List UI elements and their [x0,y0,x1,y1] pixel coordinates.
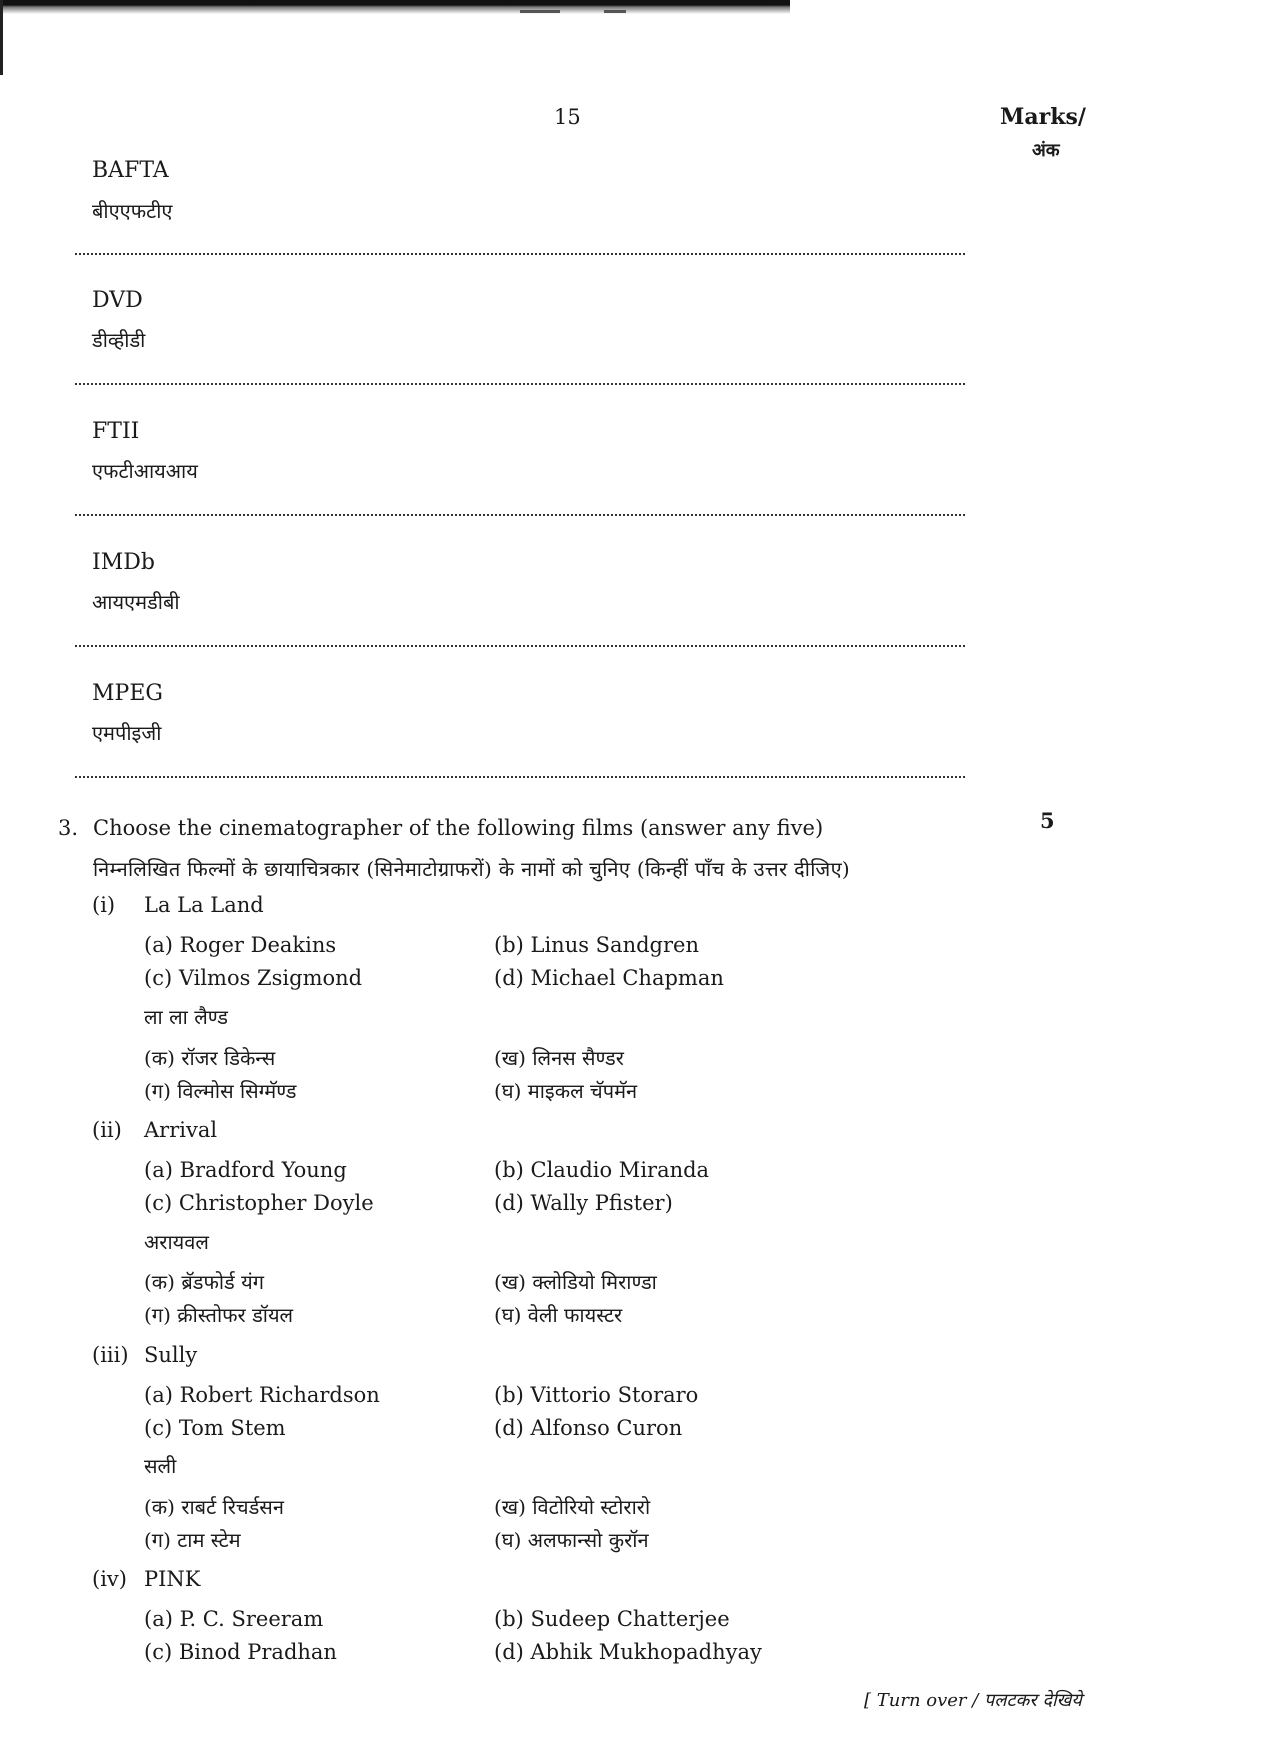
abbreviation-term-hindi: एफटीआयआय [92,459,198,483]
option-gha[interactable]: (घ) अलफान्सो कुरॉन [494,1528,649,1552]
abbreviation-term: IMDb [92,550,155,575]
abbreviation-term: MPEG [92,681,163,706]
scan-artifact-left [0,0,3,75]
option-b[interactable]: (b) Sudeep Chatterjee [494,1607,730,1631]
question-text: Choose the cinematographer of the following films (answer any five) [93,816,824,840]
option-ka[interactable]: (क) ब्रॅडफोर्ड यंग [144,1270,264,1294]
option-d[interactable]: (d) Alfonso Curon [494,1416,683,1440]
film-title-hindi: सली [144,1454,177,1478]
option-ka[interactable]: (क) रॉजर डिकेन्स [144,1046,276,1070]
marks-label: Marks/ [1000,104,1086,130]
marks-label-hindi: अंक [1032,140,1060,161]
answer-line[interactable] [75,776,965,778]
answer-line[interactable] [75,253,965,255]
option-ka[interactable]: (क) राबर्ट रिचर्डसन [144,1495,284,1519]
answer-line[interactable] [75,645,965,647]
option-d[interactable]: (d) Abhik Mukhopadhyay [494,1640,762,1664]
scan-artifact-mark [520,10,560,13]
question-text-hindi: निम्नलिखित फिल्मों के छायाचित्रकार (सिनेमाटोग्राफरों) के नामों को चुनिए (किन्हीं पाँच के उत्तर दीजिए) [93,857,851,881]
question-number: 3. [58,816,79,840]
option-ga[interactable]: (ग) विल्मोस सिग्मॅण्ड [144,1079,297,1103]
part-numeral: (ii) [92,1118,122,1142]
option-a[interactable]: (a) Robert Richardson [144,1383,380,1407]
option-gha[interactable]: (घ) माइकल चॅपमॅन [494,1079,638,1103]
film-title: PINK [144,1567,201,1591]
abbreviation-term: BAFTA [92,158,169,183]
option-b[interactable]: (b) Vittorio Storaro [494,1383,699,1407]
option-a[interactable]: (a) Roger Deakins [144,933,337,957]
abbreviation-term-hindi: एमपीइजी [92,721,162,745]
option-a[interactable]: (a) P. C. Sreeram [144,1607,324,1631]
option-c[interactable]: (c) Christopher Doyle [144,1191,374,1215]
part-numeral: (iv) [92,1567,127,1591]
option-d[interactable]: (d) Wally Pfister) [494,1191,673,1215]
option-a[interactable]: (a) Bradford Young [144,1158,347,1182]
question-marks: 5 [1040,808,1055,833]
part-numeral: (iii) [92,1343,129,1367]
scan-artifact-top [0,0,790,14]
film-title: La La Land [144,893,264,917]
abbreviation-term-hindi: आयएमडीबी [92,590,180,614]
answer-line[interactable] [75,383,965,385]
scan-artifact-mark [604,10,626,13]
option-c[interactable]: (c) Tom Stem [144,1416,286,1440]
page-number: 15 [554,105,581,129]
option-kha[interactable]: (ख) विटोरियो स्टोरारो [494,1495,651,1519]
turn-over-note: [ Turn over / पलटकर देखिये [864,1690,1082,1711]
option-b[interactable]: (b) Claudio Miranda [494,1158,710,1182]
film-title: Sully [144,1343,198,1367]
option-ga[interactable]: (ग) टाम स्टेम [144,1528,241,1552]
option-kha[interactable]: (ख) क्लोडियो मिराण्डा [494,1270,657,1294]
option-b[interactable]: (b) Linus Sandgren [494,933,699,957]
option-kha[interactable]: (ख) लिनस सैण्डर [494,1046,624,1070]
film-title-hindi: अरायवल [144,1230,209,1254]
option-gha[interactable]: (घ) वेली फायस्टर [494,1303,623,1327]
option-ga[interactable]: (ग) क्रीस्तोफर डॉयल [144,1303,294,1327]
abbreviation-term-hindi: बीएएफटीए [92,199,173,223]
abbreviation-term-hindi: डीव्हीडी [92,328,146,352]
option-c[interactable]: (c) Binod Pradhan [144,1640,337,1664]
film-title: Arrival [144,1118,218,1142]
part-numeral: (i) [92,893,116,917]
film-title-hindi: ला ला लैण्ड [144,1005,228,1029]
option-c[interactable]: (c) Vilmos Zsigmond [144,966,363,990]
abbreviation-term: DVD [92,288,143,313]
option-d[interactable]: (d) Michael Chapman [494,966,724,990]
answer-line[interactable] [75,514,965,516]
abbreviation-term: FTII [92,419,140,444]
